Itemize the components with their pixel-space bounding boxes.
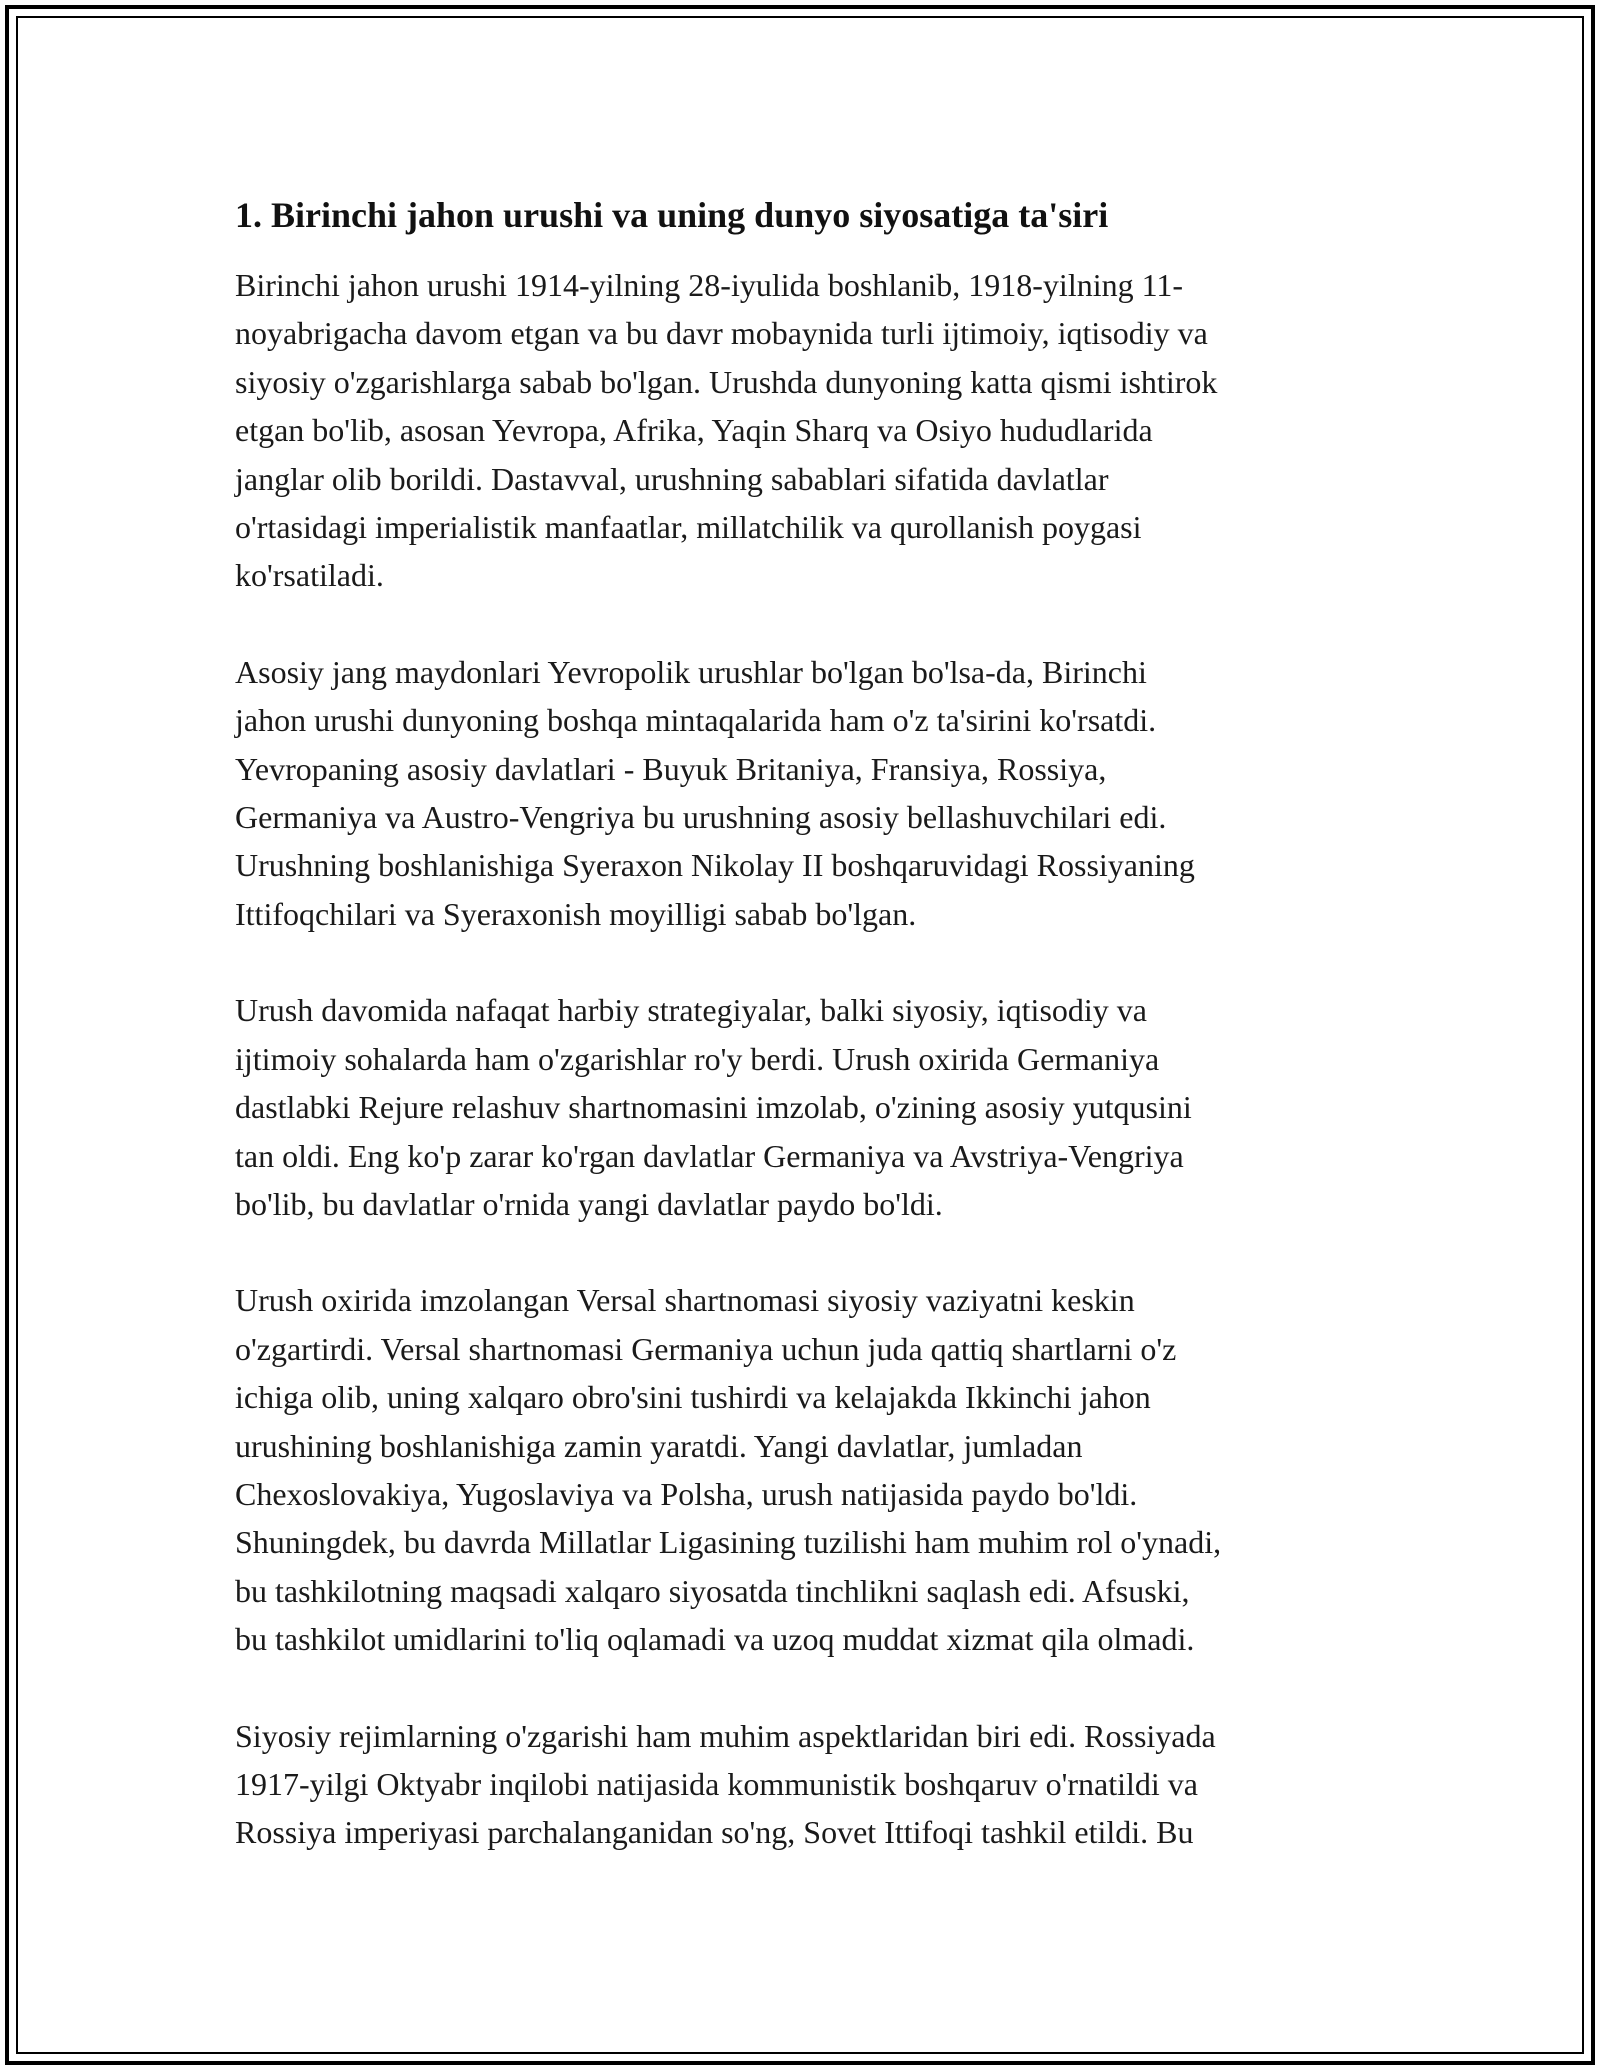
paragraph-line: o'rtasidagi imperialistik manfaatlar, millatchilik va qurollanish poygasi <box>235 509 1142 546</box>
paragraph-line: Urushning boshlanishiga Syeraxon Nikolay II boshqaruvidagi Rossiyaning <box>235 847 1195 884</box>
paragraph-line: Chexoslovakiya, Yugoslaviya va Polsha, urush natijasida paydo bo'ldi. <box>235 1475 1138 1512</box>
paragraph-line: o'zgartirdi. Versal shartnomasi Germaniya uchun juda qattiq shartlarni o'z <box>235 1330 1177 1367</box>
paragraph-line: bu tashkilot umidlarini to'liq oqlamadi va uzoq muddat xizmat qila olmadi. <box>235 1621 1195 1658</box>
paragraph-4 <box>235 1276 1365 1663</box>
paragraph-line: tan oldi. Eng ko'p zarar ko'rgan davlatlar Germaniya va Avstriya-Vengriya <box>235 1137 1184 1174</box>
document-body <box>235 185 1365 1905</box>
paragraph-line: siyosiy o'zgarishlarga sabab bo'lgan. Urushda dunyoning katta qismi ishtirok <box>235 363 1218 400</box>
paragraph-line: Birinchi jahon urushi 1914-yilning 28-iyulida boshlanib, 1918-yilning 11- <box>235 267 1184 303</box>
paragraph-line: noyabrigacha davom etgan va bu davr mobaynida turli ijtimoiy, iqtisodiy va <box>235 315 1208 352</box>
paragraph-line: etgan bo'lib, asosan Yevropa, Afrika, Yaqin Sharq va Osiyo hududlarida <box>235 412 1153 449</box>
paragraph-line: dastlabki Rejure relashuv shartnomasini imzolab, o'zining asosiy yutqusini <box>235 1089 1192 1126</box>
paragraph-line: Ittifoqchilari va Syeraxonish moyilligi sabab bo'lgan. <box>235 895 917 932</box>
paragraph-line: bu tashkilotning maqsadi xalqaro siyosatda tinchlikni saqlash edi. Afsuski, <box>235 1572 1190 1609</box>
paragraph-line: jahon urushi dunyoning boshqa mintaqalarida ham o'z ta'sirini ko'rsatdi. <box>235 702 1157 739</box>
paragraph-line: janglar olib borildi. Dastavval, urushning sabablari sifatida davlatlar <box>235 460 1109 497</box>
paragraph-list <box>235 261 1365 1857</box>
paragraph-3 <box>235 986 1365 1228</box>
paragraph-line: Germaniya va Austro-Vengriya bu urushning asosiy bellashuvchilari edi. <box>235 799 1167 836</box>
paragraph-line: ichiga olib, uning xalqaro obro'sini tushirdi va kelajakda Ikkinchi jahon <box>235 1379 1151 1416</box>
paragraph-line: 1917-yilgi Oktyabr inqilobi natijasida kommunistik boshqaruv o'rnatildi va <box>235 1765 1198 1802</box>
paragraph-line: Asosiy jang maydonlari Yevropolik urushlar bo'lgan bo'lsa-da, Birinchi <box>235 653 1147 690</box>
paragraph-line: urushining boshlanishiga zamin yaratdi. Yangi davlatlar, jumladan <box>235 1427 1083 1464</box>
paragraph-line: Yevropaning asosiy davlatlari - Buyuk Britaniya, Fransiya, Rossiya, <box>235 750 1107 787</box>
paragraph-line: ko'rsatiladi. <box>235 557 384 594</box>
section-title: 1. Birinchi jahon urushi va uning dunyo siyosatiga ta'siri <box>235 195 1109 235</box>
paragraph-1 <box>235 261 1365 600</box>
paragraph-line: bo'lib, bu davlatlar o'rnida yangi davlatlar paydo bo'ldi. <box>235 1185 943 1222</box>
paragraph-line: Rossiya imperiyasi parchalanganidan so'ng, Sovet Ittifoqi tashkil etildi. Bu <box>235 1814 1194 1851</box>
paragraph-line: ijtimoiy sohalarda ham o'zgarishlar ro'y berdi. Urush oxirida Germaniya <box>235 1040 1160 1077</box>
paragraph-line: Urush oxirida imzolangan Versal shartnomasi siyosiy vaziyatni keskin <box>235 1282 1135 1319</box>
paragraph-2 <box>235 648 1365 938</box>
paragraph-5 <box>235 1712 1365 1857</box>
paragraph-line: Siyosiy rejimlarning o'zgarishi ham muhim aspektlaridan biri edi. Rossiyada <box>235 1717 1216 1754</box>
paragraph-line: Urush davomida nafaqat harbiy strategiyalar, balki siyosiy, iqtisodiy va <box>235 992 1147 1029</box>
paragraph-line: Shuningdek, bu davrda Millatlar Ligasining tuzilishi ham muhim rol o'ynadi, <box>235 1524 1222 1561</box>
